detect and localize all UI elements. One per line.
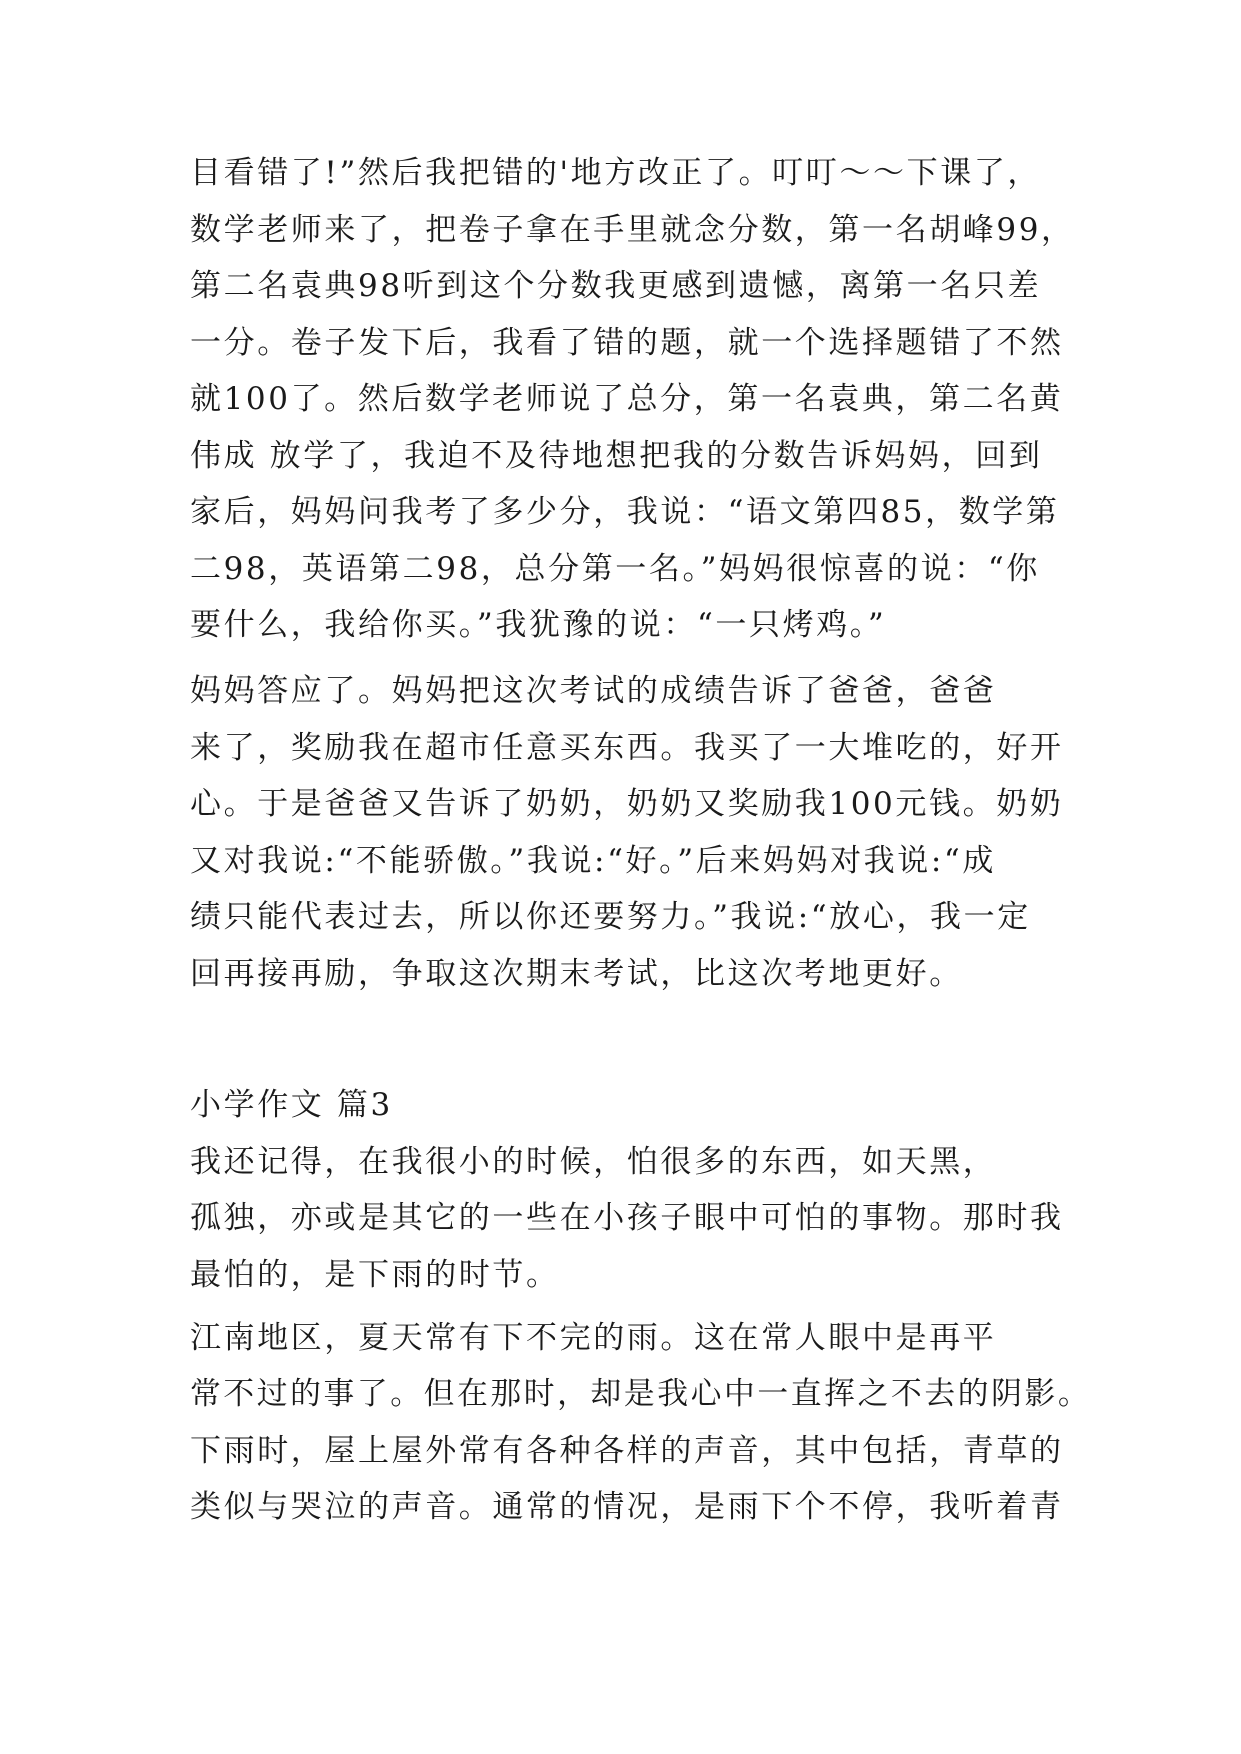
text-line: 妈妈答应了。妈妈把这次考试的成绩告诉了爸爸，爸爸 — [190, 673, 997, 709]
text-line: 我还记得，在我很小的时候，怕很多的东西，如天黑， — [190, 1144, 997, 1180]
text-line: 要什么，我给你买。”我犹豫的说：“一只烤鸡。” — [190, 607, 887, 643]
text-line: 伟成 放学了，我迫不及待地想把我的分数告诉妈妈，回到 — [190, 438, 1043, 474]
text-line: 绩只能代表过去，所以你还要努力。”我说:“放心，我一定 — [190, 899, 1031, 935]
text-line: 一分。卷子发下后，我看了错的题，就一个选择题错了不然 — [190, 325, 1064, 361]
text-line: 常不过的事了。但在那时，却是我心中一直挥之不去的阴影。 — [190, 1376, 1092, 1412]
text-line: 类似与哭泣的声音。通常的情况，是雨下个不停，我听着青 — [190, 1489, 1064, 1525]
text-line: 又对我说:“不能骄傲。”我说:“好。”后来妈妈对我说:“成 — [190, 843, 996, 879]
text-line: 回再接再励，争取这次期末考试，比这次考地更好。 — [190, 956, 963, 992]
text-line: 家后，妈妈问我考了多少分，我说：“语文第四85，数学第 — [190, 494, 1060, 530]
text-line: 江南地区，夏天常有下不完的雨。这在常人眼中是再平 — [190, 1320, 997, 1356]
text-line: 下雨时，屋上屋外常有各种各样的声音，其中包括，青草的 — [190, 1433, 1064, 1469]
text-line: 目看错了!”然后我把错的'地方改正了。叮叮～～下课了， — [190, 155, 1042, 191]
text-line: 二98，英语第二98，总分第一名。”妈妈很惊喜的说：“你 — [190, 551, 1040, 587]
text-line: 孤独，亦或是其它的一些在小孩子眼中可怕的事物。那时我 — [190, 1200, 1064, 1236]
section-heading: 小学作文 篇3 — [190, 1087, 393, 1123]
text-line: 第二名袁典98听到这个分数我更感到遗憾，离第一名只差 — [190, 268, 1042, 304]
text-line: 来了，奖励我在超市任意买东西。我买了一大堆吃的，好开 — [190, 730, 1064, 766]
text-line: 心。于是爸爸又告诉了奶奶，奶奶又奖励我100元钱。奶奶 — [190, 786, 1064, 822]
text-line: 数学老师来了，把卷子拿在手里就念分数，第一名胡峰99， — [190, 212, 1075, 248]
text-line: 就100了。然后数学老师说了总分，第一名袁典，第二名黄 — [190, 381, 1064, 417]
text-line: 最怕的，是下雨的时节。 — [190, 1257, 560, 1293]
